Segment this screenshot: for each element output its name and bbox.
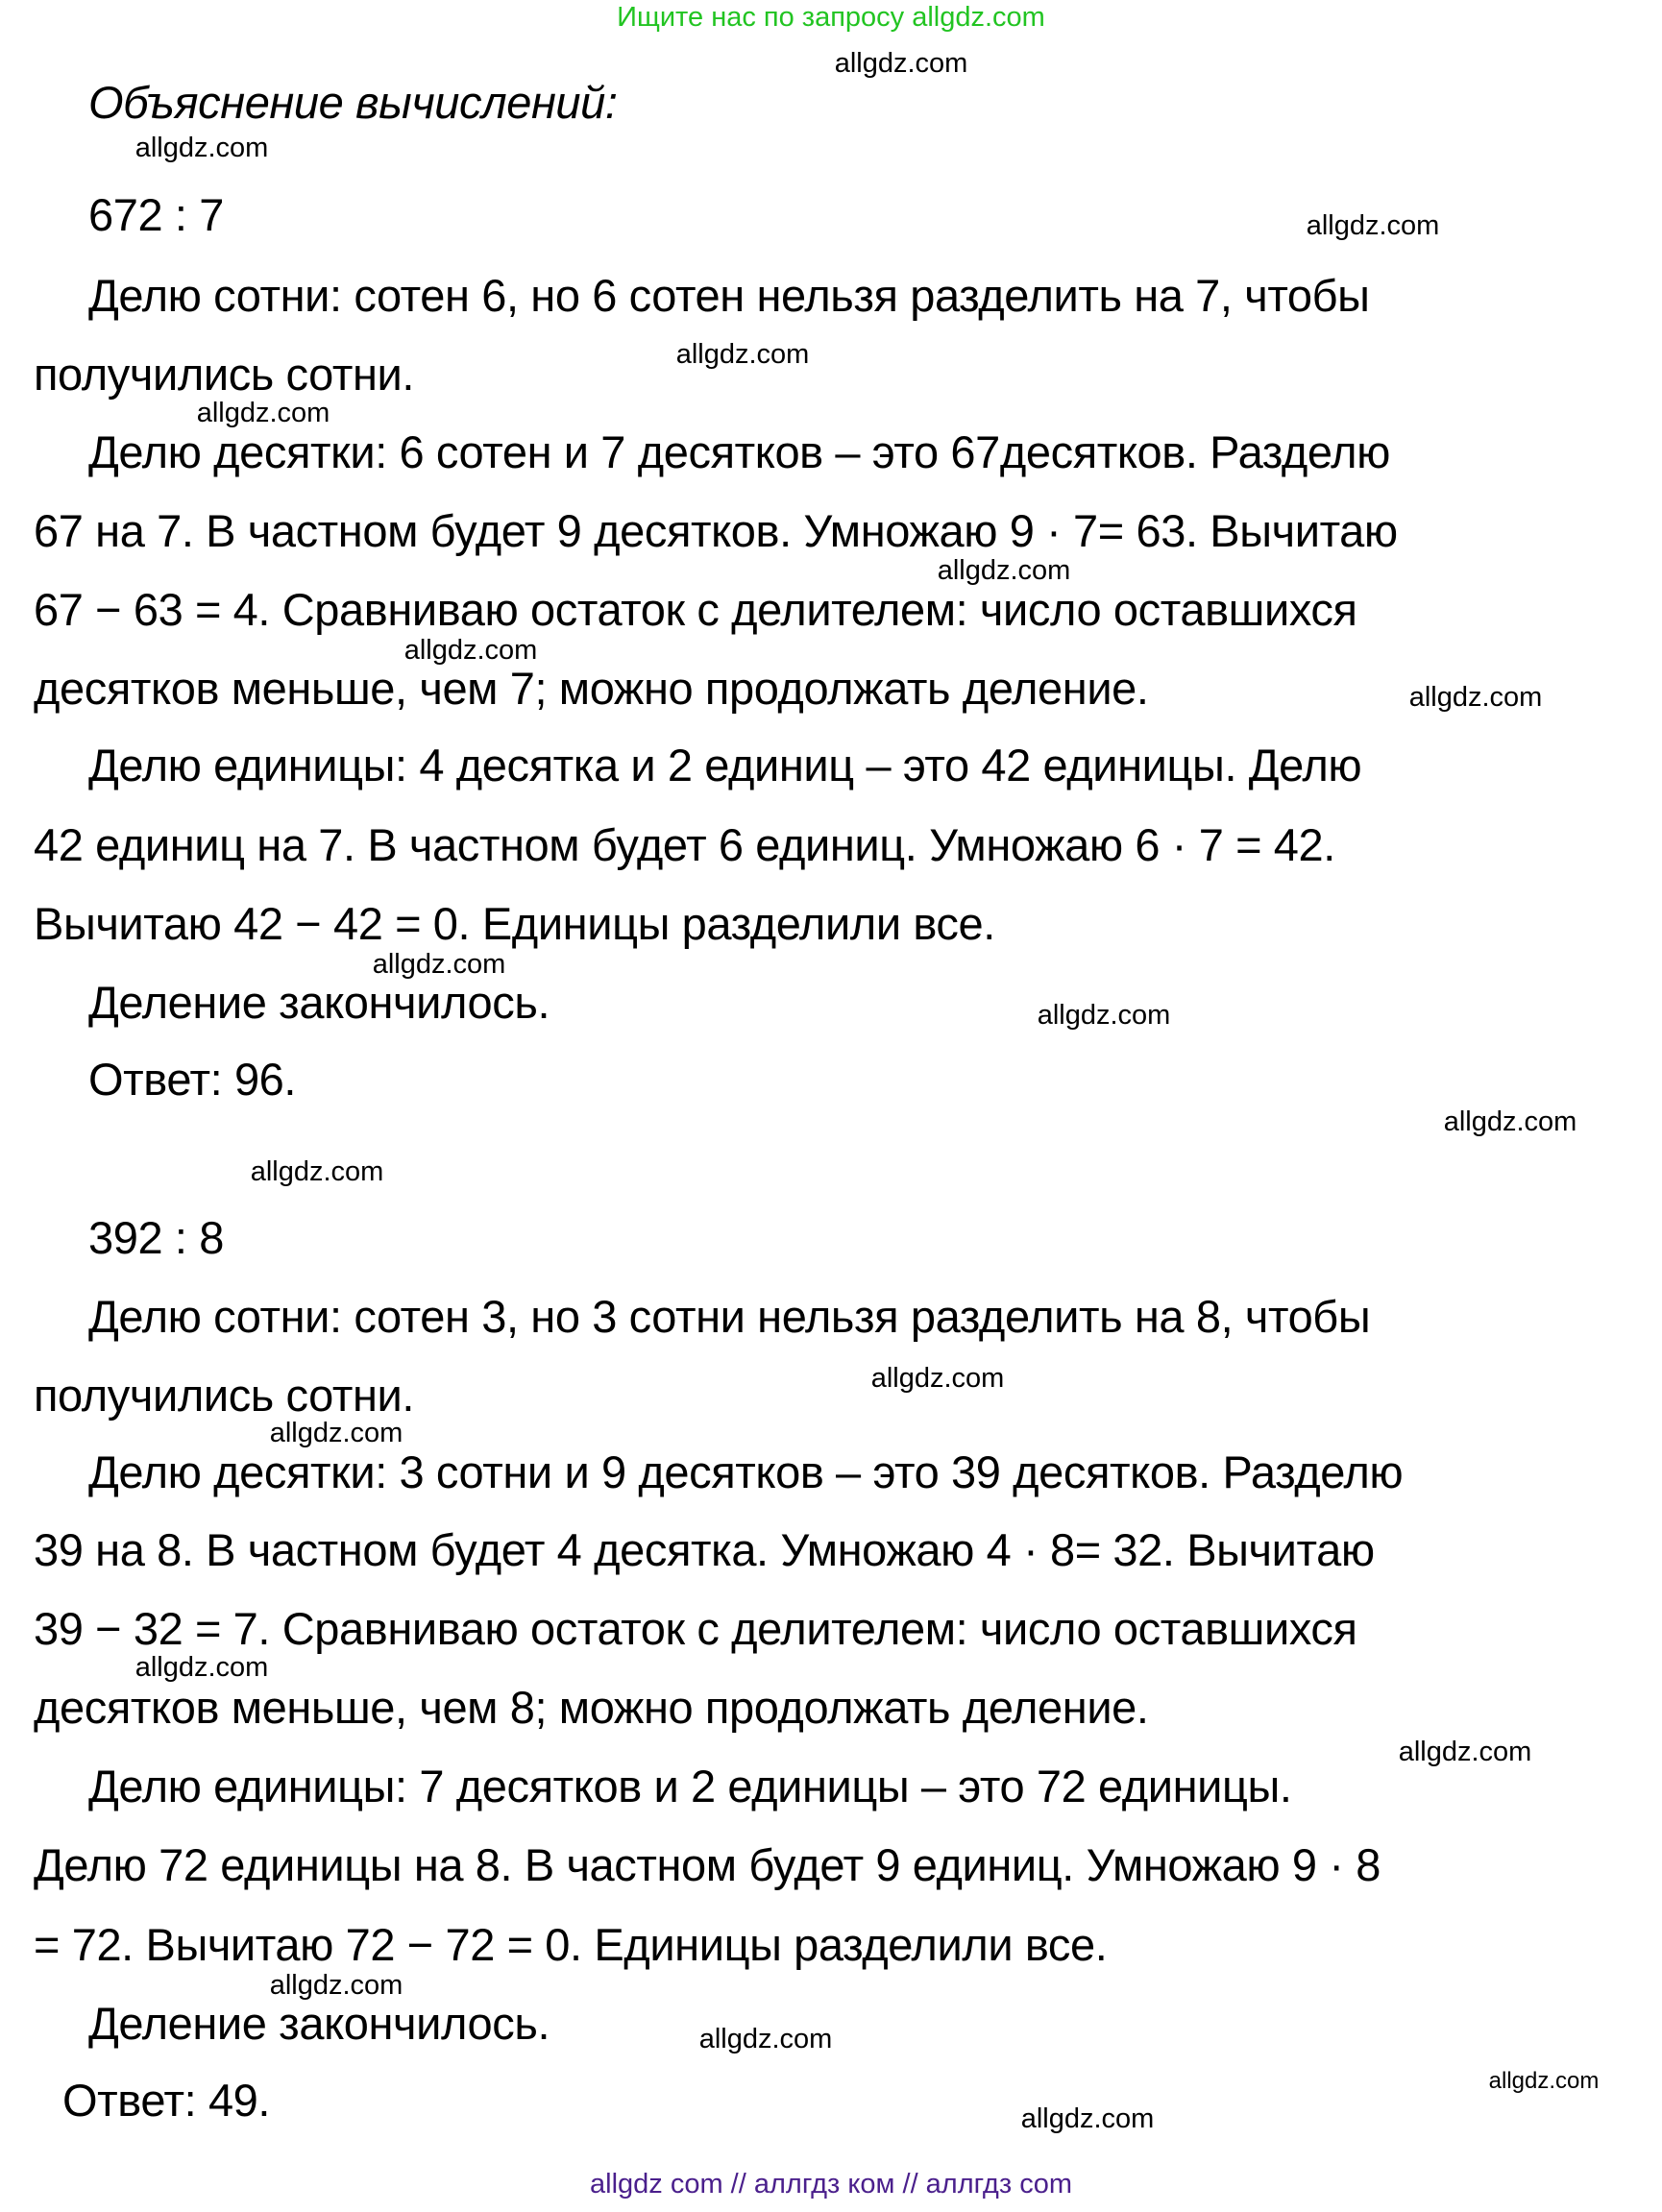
watermark: allgdz.com	[834, 48, 968, 79]
explanation-line: Делю десятки: 3 сотни и 9 десятков – это 39 десятков. Разделю	[88, 1446, 1404, 1497]
explanation-line: Деление закончилось.	[88, 1998, 550, 2049]
explanation-line: Делю 72 единицы на 8. В частном будет 9 единиц. Умножаю 9 · 8	[34, 1839, 1381, 1890]
watermark: allgdz.com	[403, 635, 538, 666]
watermark: allgdz.com	[698, 2024, 833, 2054]
watermark: allgdz.com	[196, 398, 330, 428]
watermark: allgdz.com	[1443, 1106, 1577, 1137]
problem-2-answer: Ответ: 49.	[62, 2075, 271, 2126]
explanation-line: Вычитаю 42 − 42 = 0. Единицы разделили все.	[34, 898, 995, 949]
watermark: allgdz.com	[1488, 2068, 1600, 2094]
explanation-line: 39 − 32 = 7. Сравниваю остаток с делителем: число оставшихся	[34, 1603, 1357, 1654]
watermark: allgdz.com	[250, 1156, 384, 1187]
explanation-line: 39 на 8. В частном будет 4 десятка. Умножаю 4 · 8= 32. Вычитаю	[34, 1524, 1375, 1575]
watermark: allgdz.com	[134, 1652, 269, 1683]
watermark: allgdz.com	[937, 555, 1071, 586]
watermark: allgdz.com	[372, 949, 506, 980]
watermark: allgdz.com	[1037, 1000, 1171, 1031]
problem-2-expression: 392 : 8	[88, 1212, 224, 1263]
watermark: allgdz.com	[1408, 682, 1543, 713]
watermark: allgdz.com	[269, 1970, 403, 2001]
footer-links: allgdz com // аллгдз ком // аллгдз com	[590, 2169, 1072, 2200]
page-title: Объяснение вычислений:	[88, 77, 618, 128]
problem-1-expression: 672 : 7	[88, 189, 224, 240]
explanation-line: 67 на 7. В частном будет 9 десятков. Умножаю 9 · 7= 63. Вычитаю	[34, 505, 1398, 556]
problem-1-answer: Ответ: 96.	[88, 1054, 297, 1105]
watermark: allgdz.com	[675, 339, 810, 370]
watermark: allgdz.com	[870, 1363, 1005, 1394]
explanation-line: 67 − 63 = 4. Сравниваю остаток с делителем: число оставшихся	[34, 584, 1357, 635]
search-banner: Ищите нас по запросу allgdz.com	[617, 2, 1045, 33]
explanation-line: = 72. Вычитаю 72 − 72 = 0. Единицы разделили все.	[34, 1919, 1108, 1970]
explanation-line: десятков меньше, чем 7; можно продолжать деление.	[34, 663, 1149, 714]
explanation-line: Делю десятки: 6 сотен и 7 десятков – это 67десятков. Разделю	[88, 426, 1390, 477]
explanation-line: получились сотни.	[34, 1370, 415, 1421]
watermark: allgdz.com	[269, 1418, 403, 1448]
explanation-line: Делю сотни: сотен 6, но 6 сотен нельзя разделить на 7, чтобы	[88, 270, 1370, 321]
explanation-line: десятков меньше, чем 8; можно продолжать деление.	[34, 1682, 1149, 1733]
explanation-line: Делю сотни: сотен 3, но 3 сотни нельзя разделить на 8, чтобы	[88, 1291, 1371, 1342]
watermark: allgdz.com	[1020, 2103, 1155, 2134]
explanation-line: Делю единицы: 4 десятка и 2 единиц – это 42 единицы. Делю	[88, 740, 1362, 790]
explanation-line: 42 единиц на 7. В частном будет 6 единиц. Умножаю 6 · 7 = 42.	[34, 819, 1335, 870]
watermark: allgdz.com	[1398, 1737, 1532, 1767]
watermark: allgdz.com	[1306, 210, 1440, 241]
watermark: allgdz.com	[134, 133, 269, 163]
explanation-line: Делю единицы: 7 десятков и 2 единицы – это 72 единицы.	[88, 1761, 1292, 1811]
explanation-line: получились сотни.	[34, 349, 415, 400]
explanation-line: Деление закончилось.	[88, 977, 550, 1028]
